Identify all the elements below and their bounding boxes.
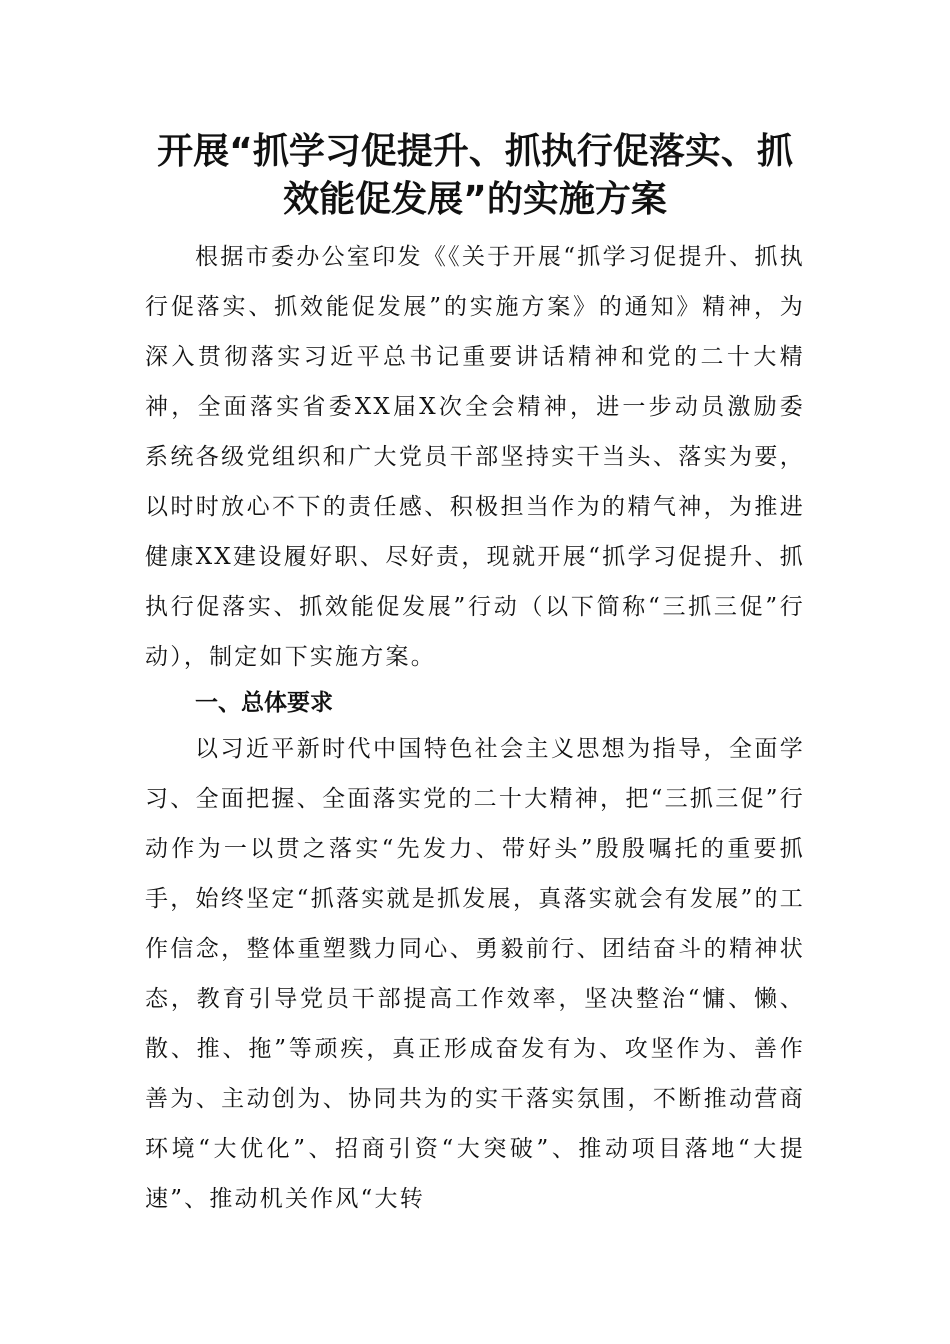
document-title: 开展“抓学习促提升、抓执行促落实、抓效能促发展”的实施方案 (157, 131, 793, 220)
intro-paragraph: 根据市委办公室印发《《关于开展“抓学习促提升、抓执行促落实、抓效能促发展”的实施方案》的通知》精神，为深入贯彻落实习近平总书记重要讲话精神和党的二十大精神，全面落实省委XX届X次全会精神，进一步动员激励委系统各级党组织和广大党员干部坚持实干当头、落实为要，以时时放心不下的责任感、积极担当作为的精气神，为推进健康XX建设履好职、尽好责，现就开展“抓学习促提升、抓执行促落实、抓效能促发展”行动（以下简称“三抓三促”行动），制定如下实施方案。 (145, 244, 805, 670)
section-paragraph-general-requirements: 以习近平新时代中国特色社会主义思想为指导，全面学习、全面把握、全面落实党的二十大精神，把“三抓三促”行动作为一以贯之落实“先发力、带好头”殷殷嘱托的重要抓手，始终坚定“抓落实就是抓发展，真落实就会有发展”的工作信念，整体重塑戮力同心、勇毅前行、团结奋斗的精神状态，教育引导党员干部提高工作效率，坚决整治“慵、懒、散、推、拖”等顽疾，真正形成奋发有为、攻坚作为、善作善为、主动创为、协同共为的实干落实氛围，不断推动营商环境“大优化”、招商引资“大突破”、推动项目落地“大提速”、推动机关作风“大转 (145, 736, 805, 1212)
section-heading-general-requirements: 一、总体要求 (195, 690, 333, 716)
